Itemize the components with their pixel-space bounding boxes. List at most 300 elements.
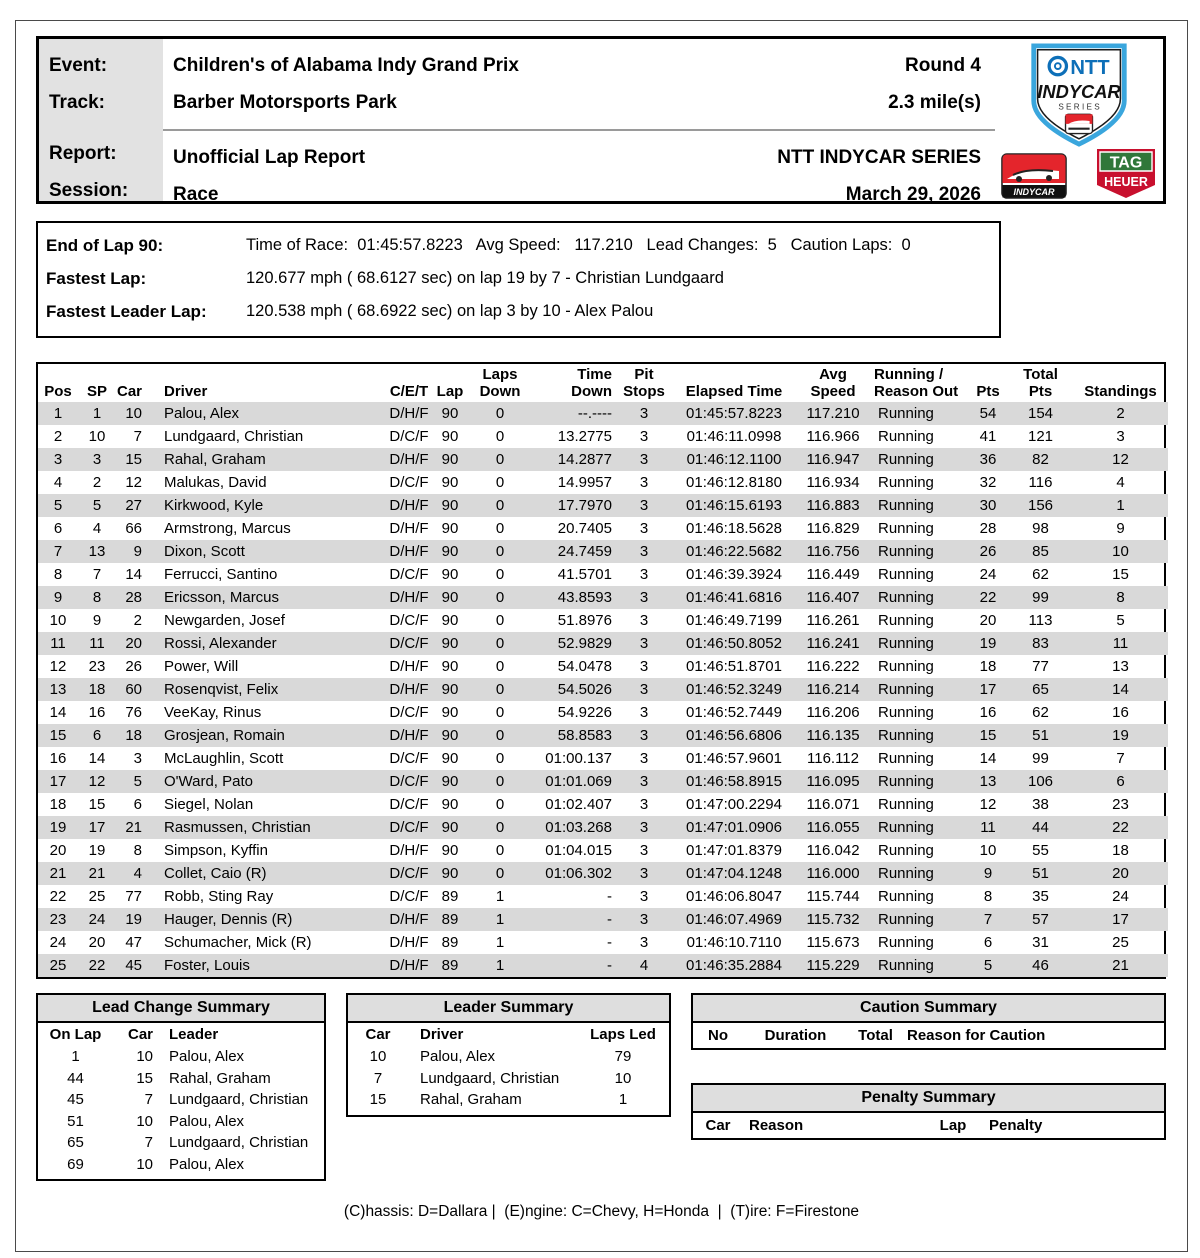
round-number: Round 4 — [905, 55, 981, 76]
race-summary-box — [36, 221, 1001, 338]
table-cell: Running — [878, 842, 934, 859]
table-cell: Rasmussen, Christian — [164, 819, 311, 836]
table-cell: 5 — [92, 497, 102, 514]
table-cell: Lundgaard, Christian — [420, 1069, 560, 1087]
table-cell: McLaughlin, Scott — [164, 750, 284, 767]
table-row — [38, 1089, 324, 1111]
table-cell: 1 — [495, 957, 505, 974]
table-row — [38, 1068, 324, 1090]
table-cell: 3 — [639, 796, 649, 813]
table-cell: 21 — [88, 865, 106, 882]
table-cell: Palou, Alex — [164, 405, 240, 422]
fastest-lap-value: 120.677 mph ( 68.6127 sec) on lap 19 by 7 - Christian Lundgaard — [246, 269, 724, 287]
tag-heuer-logo-icon — [1095, 147, 1157, 199]
table-cell: 1 — [71, 1048, 80, 1065]
table-cell: 14 — [125, 566, 142, 583]
table-cell: 7 — [983, 911, 993, 928]
table-cell: 90 — [441, 681, 459, 698]
table-cell: 45 — [125, 957, 142, 974]
column-header: Duration — [764, 1027, 827, 1044]
table-cell: 41.5701 — [557, 566, 612, 583]
table-cell: 1 — [495, 934, 505, 951]
table-cell: D/C/F — [389, 888, 429, 905]
table-cell: 3 — [92, 451, 102, 468]
table-cell: 43.8593 — [557, 589, 612, 606]
table-cell: 7 — [144, 1134, 153, 1151]
table-cell: Rahal, Graham — [420, 1091, 522, 1108]
table-cell: - — [607, 911, 612, 928]
table-cell: Running — [878, 819, 934, 836]
table-cell: 77 — [1032, 658, 1049, 675]
table-row — [38, 586, 1168, 609]
table-row — [348, 1046, 669, 1068]
table-cell: Hauger, Dennis (R) — [164, 911, 293, 928]
table-cell: 22 — [88, 957, 106, 974]
table-cell: 01:01.069 — [545, 773, 612, 790]
lap-report-table — [38, 364, 1168, 977]
table-cell: 01:46:11.0998 — [686, 428, 782, 445]
table-cell: 154 — [1027, 405, 1054, 422]
table-cell: 3 — [1116, 428, 1125, 445]
table-cell: 90 — [441, 612, 459, 629]
table-cell: D/C/F — [389, 474, 429, 491]
table-cell: D/C/F — [389, 612, 429, 629]
table-row — [38, 655, 1168, 678]
table-cell: Rahal, Graham — [164, 451, 266, 468]
column-header: Car — [116, 383, 142, 400]
table-cell: 6 — [983, 934, 993, 951]
table-cell: 0 — [495, 589, 505, 606]
lead-change-summary-box — [36, 993, 326, 1181]
right-summary-column — [691, 993, 1166, 1140]
table-cell: 45 — [67, 1091, 84, 1108]
table-cell: 15 — [979, 727, 997, 744]
table-row — [38, 609, 1168, 632]
svg-text:INDYCAR: INDYCAR — [1013, 187, 1055, 197]
header-content — [163, 39, 995, 205]
table-cell: 2 — [133, 612, 142, 629]
table-cell: Newgarden, Josef — [164, 612, 285, 629]
table-cell: 116 — [1028, 474, 1053, 491]
table-cell: 116.407 — [806, 589, 860, 606]
table-cell: 12 — [979, 796, 997, 813]
table-cell: 14 — [979, 750, 997, 767]
report-name: Unofficial Lap Report — [173, 147, 366, 168]
table-cell: 16 — [1112, 704, 1129, 721]
table-cell: Dixon, Scott — [164, 543, 245, 560]
table-cell: 115.732 — [806, 911, 860, 928]
table-row — [38, 1046, 324, 1068]
table-cell: 116.934 — [806, 474, 860, 491]
table-cell: 3 — [639, 566, 649, 583]
session-label: Session: — [49, 180, 129, 201]
table-cell: 116.095 — [806, 773, 860, 790]
table-cell: D/H/F — [389, 451, 429, 468]
table-cell: 24 — [1112, 888, 1129, 905]
track-label: Track: — [49, 92, 105, 113]
table-cell: 51.8976 — [557, 612, 612, 629]
table-cell: 01:46:56.6806 — [686, 727, 782, 744]
table-cell: 19 — [88, 842, 106, 859]
table-cell: 4 — [53, 474, 63, 491]
table-cell: 44 — [1032, 819, 1049, 836]
table-row — [38, 402, 1168, 425]
table-cell: 10 — [136, 1048, 153, 1065]
table-row — [38, 747, 1168, 770]
penalty-summary-table — [693, 1113, 1164, 1138]
table-cell: 4 — [1116, 474, 1125, 491]
table-cell: 7 — [92, 566, 102, 583]
table-cell: 14.2877 — [557, 451, 612, 468]
legend-footer: (C)hassis: D=Dallara | (E)ngine: C=Chevy, H=Honda | (T)ire: F=Firestone — [343, 1203, 860, 1220]
table-cell: D/H/F — [389, 520, 429, 537]
table-cell: 01:46:22.5682 — [686, 543, 782, 560]
table-cell: 3 — [639, 658, 649, 675]
fastest-leader-lap-value: 120.538 mph ( 68.6922 sec) on lap 3 by 10 - Alex Palou — [246, 302, 654, 320]
table-cell: 60 — [125, 681, 142, 698]
table-cell: 3 — [639, 888, 649, 905]
table-cell: Rossi, Alexander — [164, 635, 277, 652]
table-cell: 01:03.268 — [545, 819, 612, 836]
table-cell: 0 — [495, 566, 505, 583]
table-row — [38, 1132, 324, 1154]
table-cell: 7 — [53, 543, 63, 560]
svg-text:INDYCAR: INDYCAR — [1037, 80, 1121, 102]
table-cell: 3 — [639, 704, 649, 721]
table-cell: 3 — [639, 681, 649, 698]
table-cell: 5 — [133, 773, 142, 790]
table-cell: 3 — [639, 773, 649, 790]
table-cell: 14 — [49, 704, 67, 721]
table-cell: 18 — [1112, 842, 1129, 859]
header-label-column — [39, 39, 163, 201]
table-cell: 01:47:00.2294 — [686, 796, 782, 813]
table-cell: 51 — [1032, 727, 1049, 744]
indycar-series-shield-icon — [1024, 43, 1134, 147]
table-cell: 28 — [125, 589, 142, 606]
table-cell: 22 — [49, 888, 67, 905]
svg-text:TAG: TAG — [1109, 154, 1143, 172]
table-cell: 19 — [49, 819, 67, 836]
table-cell: 8 — [983, 888, 993, 905]
table-cell: 41 — [979, 428, 997, 445]
table-cell: D/H/F — [389, 543, 429, 560]
report-label: Report: — [49, 143, 117, 164]
table-cell: 01:46:35.2884 — [686, 957, 782, 974]
table-cell: 3 — [639, 497, 649, 514]
table-cell: - — [607, 957, 612, 974]
table-cell: 115.229 — [806, 957, 860, 974]
table-cell: 01:46:50.8052 — [686, 635, 782, 652]
table-cell: 01:02.407 — [545, 796, 612, 813]
table-cell: Running — [878, 566, 934, 583]
table-cell: 116.261 — [806, 612, 860, 629]
table-cell: 01:46:41.6816 — [686, 589, 782, 606]
table-cell: 7 — [133, 428, 142, 445]
table-cell: 15 — [136, 1069, 153, 1087]
table-row — [38, 448, 1168, 471]
table-row — [38, 816, 1168, 839]
table-cell: D/H/F — [389, 589, 429, 606]
table-cell: 77 — [125, 888, 142, 905]
column-header: No — [708, 1027, 728, 1044]
table-cell: 3 — [639, 520, 649, 537]
table-cell: 5 — [1116, 612, 1125, 629]
table-cell: 15 — [49, 727, 67, 744]
lead-change-summary-title: Lead Change Summary — [38, 995, 324, 1023]
table-cell: 11 — [50, 635, 66, 652]
column-header: Car — [127, 1026, 153, 1043]
table-cell: 12 — [1112, 451, 1129, 468]
column-header: Laps Down — [479, 366, 521, 400]
table-cell: 116.206 — [806, 704, 860, 721]
table-cell: 54.9226 — [557, 704, 612, 721]
table-cell: 65 — [67, 1134, 84, 1151]
table-cell: 23 — [49, 911, 67, 928]
table-cell: 1 — [495, 888, 505, 905]
table-cell: 24 — [979, 566, 997, 583]
table-cell: 01:47:01.0906 — [686, 819, 782, 836]
table-cell: 7 — [1116, 750, 1125, 767]
table-cell: 15 — [369, 1091, 387, 1108]
table-cell: 01:47:04.1248 — [686, 865, 782, 882]
table-cell: Armstrong, Marcus — [164, 520, 291, 537]
table-cell: Running — [878, 612, 934, 629]
table-row — [38, 471, 1168, 494]
table-cell: 8 — [92, 589, 102, 606]
table-cell: 90 — [441, 497, 459, 514]
column-header: Running / Reason Out — [874, 366, 959, 400]
table-cell: D/H/F — [389, 727, 429, 744]
table-cell: 01:46:58.8915 — [686, 773, 782, 790]
table-cell: 83 — [1032, 635, 1049, 652]
results-header-row — [38, 364, 1168, 402]
table-row — [38, 425, 1168, 448]
table-cell: 3 — [53, 451, 63, 468]
table-cell: 17.7970 — [557, 497, 612, 514]
report-page — [15, 20, 1188, 1252]
table-cell: 79 — [614, 1048, 632, 1065]
table-cell: 116.042 — [806, 842, 860, 859]
table-cell: 46 — [1032, 957, 1049, 974]
lead-change-summary-table — [38, 1023, 324, 1179]
table-cell: 01:46:15.6193 — [686, 497, 782, 514]
indycar-logo-icon — [1001, 153, 1067, 199]
table-row — [38, 540, 1168, 563]
table-cell: 3 — [639, 428, 649, 445]
table-cell: 3 — [639, 474, 649, 491]
bottom-summaries — [36, 993, 1166, 1181]
table-cell: Palou, Alex — [420, 1048, 496, 1065]
table-row — [38, 1154, 324, 1180]
table-cell: Running — [878, 520, 934, 537]
table-cell: 22 — [1112, 819, 1129, 836]
table-cell: Collet, Caio (R) — [164, 865, 267, 882]
table-cell: Grosjean, Romain — [164, 727, 285, 744]
table-cell: 27 — [125, 497, 142, 514]
table-cell: 01:46:51.8701 — [686, 658, 782, 675]
table-cell: 66 — [125, 520, 142, 537]
table-cell: 10 — [125, 405, 142, 422]
table-cell: 6 — [92, 727, 102, 744]
table-cell: 90 — [441, 727, 459, 744]
table-cell: 51 — [1032, 865, 1049, 882]
table-cell: 10 — [979, 842, 997, 859]
table-cell: 18 — [88, 681, 106, 698]
table-cell: Running — [878, 474, 934, 491]
table-cell: Running — [878, 589, 934, 606]
table-cell: 3 — [639, 750, 649, 767]
table-cell: 9 — [133, 543, 142, 560]
table-cell: 115.744 — [806, 888, 860, 905]
column-header: C/E/T — [389, 383, 429, 400]
table-cell: 47 — [125, 934, 142, 951]
table-cell: 116.112 — [807, 750, 859, 767]
table-row — [38, 839, 1168, 862]
report-date: March 29, 2026 — [845, 184, 981, 205]
table-cell: 01:45:57.8223 — [686, 405, 782, 422]
table-cell: Palou, Alex — [169, 1155, 245, 1173]
table-cell: Kirkwood, Kyle — [164, 497, 264, 514]
table-cell: 113 — [1028, 612, 1053, 629]
table-row — [38, 678, 1168, 701]
table-cell: 01:47:01.8379 — [686, 842, 782, 859]
table-cell: 116.214 — [806, 681, 860, 698]
table-row — [38, 701, 1168, 724]
table-cell: 121 — [1027, 428, 1054, 445]
table-cell: Running — [878, 635, 934, 652]
table-cell: 10 — [88, 428, 106, 445]
table-cell: Lundgaard, Christian — [164, 428, 304, 445]
table-cell: 5 — [53, 497, 63, 514]
table-cell: 90 — [441, 451, 459, 468]
caution-summary-box — [691, 993, 1166, 1050]
column-header: Reason for Caution — [907, 1027, 1046, 1044]
table-cell: 0 — [495, 658, 505, 675]
table-cell: 90 — [441, 543, 459, 560]
table-cell: 17 — [1112, 911, 1129, 928]
table-cell: Running — [878, 957, 934, 974]
table-cell: 17 — [88, 819, 106, 836]
table-cell: 0 — [495, 842, 505, 859]
table-cell: 54.5026 — [557, 681, 612, 698]
table-cell: 90 — [441, 405, 459, 422]
table-cell: 0 — [495, 520, 505, 537]
table-cell: 13.2775 — [557, 428, 612, 445]
table-cell: 13 — [1112, 658, 1129, 675]
table-cell: 52.9829 — [557, 635, 612, 652]
table-cell: 01:46:52.7449 — [686, 704, 782, 721]
table-cell: 76 — [125, 704, 142, 721]
table-cell: 14 — [1112, 681, 1129, 698]
table-cell: 116.883 — [806, 497, 860, 514]
table-cell: 0 — [495, 405, 505, 422]
table-cell: 01:46:57.9601 — [686, 750, 782, 767]
table-cell: 23 — [88, 658, 106, 675]
table-cell: D/C/F — [389, 819, 429, 836]
header-logos — [995, 39, 1163, 201]
table-cell: 90 — [441, 428, 459, 445]
shield-car-badge — [1066, 114, 1093, 133]
table-cell: 24.7459 — [557, 543, 612, 560]
table-cell: 117.210 — [806, 405, 860, 422]
column-header: Car — [705, 1117, 731, 1134]
table-cell: 3 — [639, 934, 649, 951]
table-cell: 3 — [133, 750, 142, 767]
table-cell: 2 — [53, 428, 63, 445]
table-cell: 4 — [133, 865, 142, 882]
table-cell: 10 — [614, 1069, 632, 1087]
table-cell: 20 — [125, 635, 142, 652]
table-cell: Running — [878, 865, 934, 882]
table-cell: 14 — [88, 750, 106, 767]
table-cell: 12 — [49, 658, 67, 675]
table-cell: 116.829 — [806, 520, 860, 537]
table-row — [38, 793, 1168, 816]
end-of-lap-value: Time of Race: 01:45:57.8223 Avg Speed: 117.210 Lead Changes: 5 Caution Laps: 0 — [246, 236, 911, 254]
table-cell: 17 — [49, 773, 67, 790]
table-cell: Lundgaard, Christian — [169, 1134, 309, 1151]
table-cell: 3 — [639, 727, 649, 744]
table-cell: 6 — [53, 520, 63, 537]
table-cell: 90 — [441, 796, 459, 813]
table-cell: 62 — [1032, 704, 1049, 721]
table-cell: 89 — [441, 934, 459, 951]
table-cell: 55 — [1032, 842, 1049, 859]
column-header: Lap — [939, 1117, 967, 1134]
column-header: Car — [365, 1026, 391, 1043]
svg-text:S E R I E S: S E R I E S — [1058, 102, 1100, 112]
table-cell: 90 — [441, 865, 459, 882]
table-cell: 98 — [1032, 520, 1049, 537]
table-cell: - — [607, 934, 612, 951]
table-cell: D/H/F — [389, 681, 429, 698]
table-row — [38, 724, 1168, 747]
table-row — [38, 954, 1168, 977]
table-row — [38, 494, 1168, 517]
table-cell: 21 — [49, 865, 67, 882]
table-cell: 82 — [1032, 451, 1049, 468]
table-cell: 4 — [92, 520, 102, 537]
table-cell: 54.0478 — [557, 658, 612, 675]
table-cell: 1 — [1116, 497, 1125, 514]
table-cell: 0 — [495, 451, 505, 468]
table-row — [38, 770, 1168, 793]
table-cell: 38 — [1032, 796, 1049, 813]
table-cell: 01:46:07.4969 — [686, 911, 782, 928]
table-cell: Running — [878, 934, 934, 951]
table-cell: Running — [878, 911, 934, 928]
table-cell: 116.947 — [806, 451, 860, 468]
lap-report-table-box — [36, 362, 1166, 979]
table-cell: 0 — [495, 681, 505, 698]
table-cell: --.---- — [577, 405, 612, 422]
table-cell: D/H/F — [389, 405, 429, 422]
table-cell: D/C/F — [389, 566, 429, 583]
table-cell: 156 — [1027, 497, 1054, 514]
table-cell: D/C/F — [389, 773, 429, 790]
column-header: Standings — [1084, 383, 1157, 400]
table-cell: Running — [878, 796, 934, 813]
table-row — [38, 563, 1168, 586]
column-header: Avg Speed — [810, 366, 856, 400]
table-cell: 90 — [441, 520, 459, 537]
table-cell: Running — [878, 658, 934, 675]
table-cell: Running — [878, 704, 934, 721]
table-cell: Running — [878, 451, 934, 468]
table-cell: D/H/F — [389, 957, 429, 974]
table-cell: 6 — [1116, 773, 1125, 790]
